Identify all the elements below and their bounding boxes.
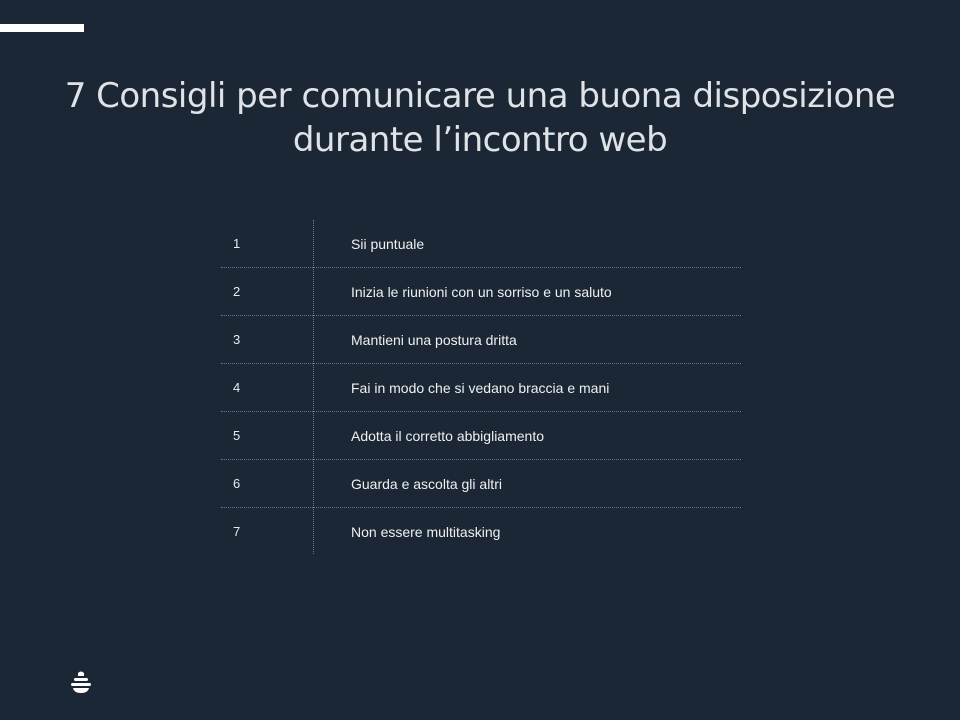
tip-number: 7 (233, 524, 241, 539)
tip-text: Non essere multitasking (351, 523, 501, 540)
tip-text: Inizia le riunioni con un sorriso e un saluto (351, 283, 612, 300)
slide-title-line-1: 7 Consigli per comunicare una buona disposizione (64, 76, 896, 116)
tip-text: Sii puntuale (351, 235, 425, 252)
tip-text: Mantieni una postura dritta (351, 331, 517, 348)
table-row (221, 460, 741, 508)
stacked-logo-icon (69, 670, 93, 694)
tip-number: 3 (233, 332, 241, 347)
table-row (221, 508, 741, 555)
accent-bar (0, 24, 84, 32)
tip-number: 6 (233, 476, 241, 491)
table-row (221, 316, 741, 364)
table-row (221, 220, 741, 268)
tip-text: Adotta il corretto abbigliamento (351, 427, 544, 444)
table-row (221, 268, 741, 316)
tip-text: Guarda e ascolta gli altri (351, 475, 502, 492)
tip-number: 2 (233, 284, 241, 299)
tip-number: 1 (233, 236, 241, 251)
table-row (221, 364, 741, 412)
slide-title (40, 74, 920, 162)
tips-table (221, 220, 741, 555)
tip-text: Fai in modo che si vedano braccia e mani (351, 379, 610, 396)
slide-title-line-2: durante l’incontro web (292, 120, 668, 160)
tip-number: 4 (233, 380, 241, 395)
table-row (221, 412, 741, 460)
tip-number: 5 (233, 428, 241, 443)
